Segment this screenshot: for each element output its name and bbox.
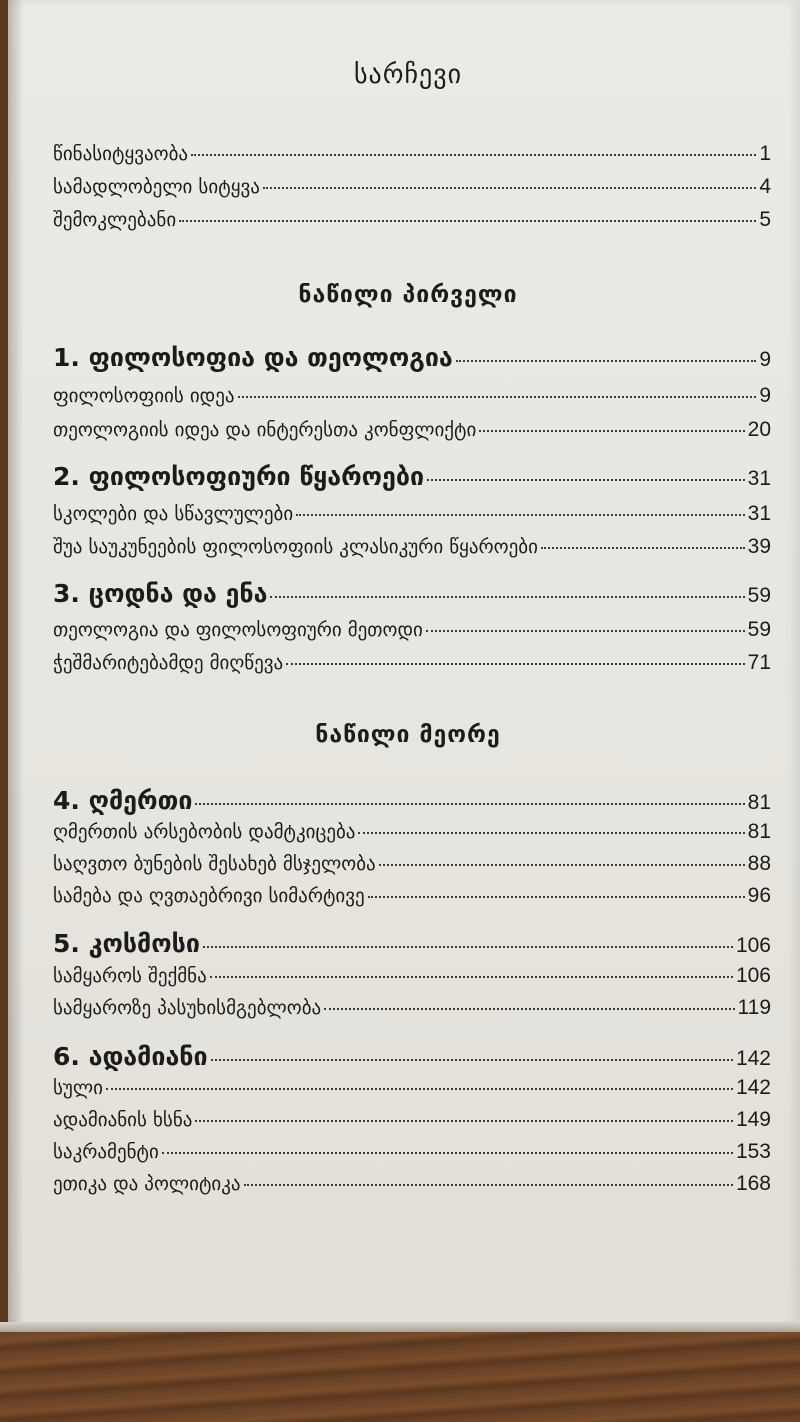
toc-chapter-5: [53, 929, 771, 958]
dot-leader: [238, 396, 757, 398]
chapter-title: 1. ფილოსოფია და თეოლოგია: [53, 343, 453, 372]
section-page: 153: [735, 1140, 771, 1163]
toc-entry-title: სამადლობელი სიტყვა: [53, 176, 260, 198]
dot-leader: [210, 976, 733, 978]
toc-chapter-1: [53, 343, 771, 372]
toc-entry-front-abbreviations: [53, 208, 771, 232]
toc-chapter-4: [53, 786, 771, 815]
dot-leader: [541, 547, 745, 549]
chapter-title: 6. ადამიანი: [53, 1042, 208, 1071]
toc-section: [53, 852, 771, 876]
toc-chapter-2: [53, 462, 771, 491]
section-title: სამება და ღვთაებრივი სიმარტივე: [53, 885, 365, 907]
dot-leader: [270, 596, 744, 598]
chapter-title: 2. ფილოსოფიური წყაროები: [53, 462, 425, 491]
chapter-page: 9: [759, 348, 771, 371]
chapter-page: 81: [747, 791, 771, 814]
section-page: 59: [747, 618, 771, 641]
wooden-table-surface: [0, 1332, 800, 1422]
section-title: ჭეშმარიტებამდე მიღწევა: [53, 652, 284, 674]
section-page: 96: [747, 884, 771, 907]
toc-entry-page: 1: [759, 142, 771, 165]
section-title: ადამიანის ხსნა: [53, 1109, 193, 1131]
section-page: 168: [735, 1172, 771, 1195]
dot-leader: [179, 220, 756, 222]
dot-leader: [427, 479, 745, 481]
section-page: 106: [735, 964, 771, 987]
dot-leader: [479, 430, 744, 432]
toc-section: [53, 418, 771, 442]
section-title: თეოლოგია და ფილოსოფიური მეთოდი: [53, 619, 423, 641]
chapter-title: 3. ცოდნა და ენა: [53, 579, 268, 608]
chapter-page: 31: [747, 467, 771, 490]
dot-leader: [368, 896, 745, 898]
toc-section: [53, 1108, 771, 1132]
section-title: ეთიკა და პოლიტიკა: [53, 1173, 241, 1195]
dot-leader: [195, 803, 744, 805]
dot-leader: [324, 1008, 734, 1010]
dot-leader: [296, 514, 744, 516]
toc-section: [53, 618, 771, 642]
toc-chapter-3: [53, 579, 771, 608]
toc-section: [53, 884, 771, 908]
toc-section: [53, 1172, 771, 1196]
toc-entry-page: 5: [759, 208, 771, 231]
toc-section: [53, 651, 771, 675]
dot-leader: [195, 1120, 733, 1122]
dot-leader: [162, 1152, 733, 1154]
book-page: [8, 0, 800, 1332]
dot-leader: [244, 1184, 733, 1186]
toc-section: [53, 502, 771, 526]
toc-section: [53, 1140, 771, 1164]
toc-section: [53, 384, 771, 408]
section-title: სამყაროს შექმნა: [53, 965, 207, 987]
section-page: 31: [747, 502, 771, 525]
dot-leader: [286, 663, 744, 665]
chapter-page: 59: [747, 584, 771, 607]
dot-leader: [211, 1059, 733, 1061]
section-page: 119: [737, 996, 771, 1019]
section-page: 9: [759, 384, 771, 407]
section-page: 88: [747, 852, 771, 875]
section-title: საკრამენტი: [53, 1141, 159, 1163]
part-heading-1: ნაწილი პირველი: [298, 282, 518, 308]
toc-entry-front-preface: [53, 142, 771, 166]
section-page: 149: [735, 1108, 771, 1131]
dot-leader: [456, 360, 757, 362]
section-page: 39: [747, 535, 771, 558]
toc-section: [53, 964, 771, 988]
toc-entry-front-acknowledgements: [53, 175, 771, 199]
section-title: შუა საუკუნეების ფილოსოფიის კლასიკური წყაროები: [53, 536, 538, 558]
dot-leader: [358, 832, 744, 834]
section-title: საღვთო ბუნების შესახებ მსჯელობა: [53, 853, 376, 875]
toc-section: [53, 1076, 771, 1100]
dot-leader: [203, 946, 733, 948]
section-page: 20: [747, 418, 771, 441]
chapter-page: 106: [735, 934, 771, 957]
section-title: ფილოსოფიის იდეა: [53, 385, 235, 407]
section-title: ღმერთის არსებობის დამტკიცება: [53, 821, 356, 843]
dot-leader: [379, 864, 745, 866]
section-page: 142: [735, 1076, 771, 1099]
toc-entry-title: წინასიტყვაობა: [53, 143, 189, 165]
section-page: 81: [747, 820, 771, 843]
toc-section: [53, 535, 771, 559]
chapter-page: 142: [735, 1047, 771, 1070]
toc-entry-page: 4: [759, 175, 771, 198]
chapter-title: 4. ღმერთი: [53, 786, 193, 815]
section-title: სკოლები და სწავლულები: [53, 503, 294, 525]
section-page: 71: [747, 651, 771, 674]
dot-leader: [106, 1088, 733, 1090]
page-title: სარჩევი: [353, 60, 463, 90]
chapter-title: 5. კოსმოსი: [53, 929, 200, 958]
section-title: სული: [53, 1077, 103, 1099]
section-title: სამყაროზე პასუხისმგებლობა: [53, 997, 322, 1019]
dot-leader: [263, 187, 756, 189]
toc-chapter-6: [53, 1042, 771, 1071]
part-heading-2: ნაწილი მეორე: [315, 722, 501, 748]
section-title: თეოლოგიის იდეა და ინტერესთა კონფლიქტი: [53, 419, 477, 441]
toc-entry-title: შემოკლებანი: [53, 209, 177, 231]
toc-section: [53, 996, 771, 1020]
toc-section: [53, 820, 771, 844]
dot-leader: [191, 154, 756, 156]
dot-leader: [426, 630, 745, 632]
